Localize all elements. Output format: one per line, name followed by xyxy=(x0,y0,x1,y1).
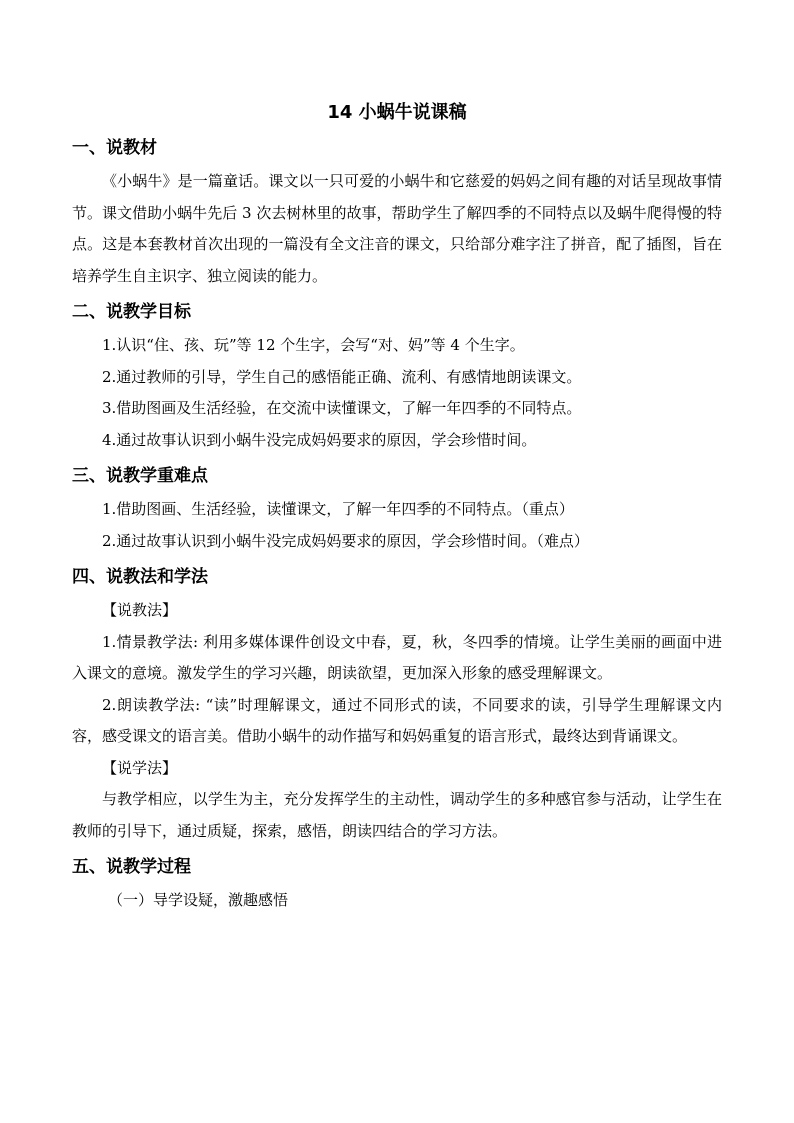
sub-heading: （一）导学设疑，激趣感悟 xyxy=(108,891,289,909)
section-heading: 四、说教法和学法 xyxy=(72,567,208,587)
paragraph: 与教学相应，以学生为主，充分发挥学生的主动性，调动学生的多种感官参与活动，让学生在教师的引导下，通过质疑，探索，感悟，朗读四结合的学习方法。 xyxy=(72,790,722,840)
section-methods xyxy=(72,565,722,847)
paragraph: 《小蜗牛》是一篇童话。课文以一只可爱的小蜗牛和它慈爱的妈妈之间有趣的对话呈现故事情节。课文借助小蜗牛先后 3 次去树林里的故事，帮助学生了解四季的不同特点以及蜗牛爬得慢的特点。这是本套教材首次出现的一篇没有全文注音的课文，只给部分难字注了拼音，配了插图，旨在培养学生自主识字、独立阅读的能力。 xyxy=(72,172,722,285)
list-item: 2.通过故事认识到小蜗牛没完成妈妈要求的原因，学会珍惜时间。（难点） xyxy=(102,531,589,550)
teaching-method-tag: 【说教法】 xyxy=(102,601,178,619)
list-item: 4.通过故事认识到小蜗牛没完成妈妈要求的原因，学会珍惜时间。 xyxy=(102,430,537,449)
section-process xyxy=(72,855,722,917)
list-item: 3.借助图画及生活经验，在交流中读懂课文，了解一年四季的不同特点。 xyxy=(102,399,582,417)
paragraph: 2.朗读教学法: “读”时理解课文，通过不同形式的读，不同要求的读，引导学生理解课文内容，感受课文的语言美。借助小蜗牛的动作描写和妈妈重复的语言形式，最终达到背诵课文。 xyxy=(72,695,722,745)
section-heading: 五、说教学过程 xyxy=(72,857,191,877)
page-title: 14 小蜗牛说课稿 xyxy=(327,102,467,123)
section-heading: 一、说教材 xyxy=(72,138,157,158)
learning-method-tag: 【说学法】 xyxy=(102,758,178,777)
list-item: 1.借助图画、生活经验，读懂课文，了解一年四季的不同特点。（重点） xyxy=(102,500,574,518)
section-textbook xyxy=(72,136,722,292)
section-heading: 三、说教学重难点 xyxy=(72,466,208,486)
section-objectives xyxy=(72,300,722,456)
section-key-points xyxy=(72,464,722,557)
paragraph: 1.情景教学法: 利用多媒体课件创设文中春，夏，秋，冬四季的情境。让学生美丽的画面中进入课文的意境。激发学生的学习兴趣，朗读欲望，更加深入形象的感受理解课文。 xyxy=(72,632,722,682)
list-item: 2.通过教师的引导，学生自己的感悟能正确、流利、有感情地朗读课文。 xyxy=(102,367,582,386)
section-heading: 二、说教学目标 xyxy=(72,302,191,322)
list-item: 1.认识“住、孩、玩”等 12 个生字，会写“对、妈”等 4 个生字。 xyxy=(102,336,525,354)
